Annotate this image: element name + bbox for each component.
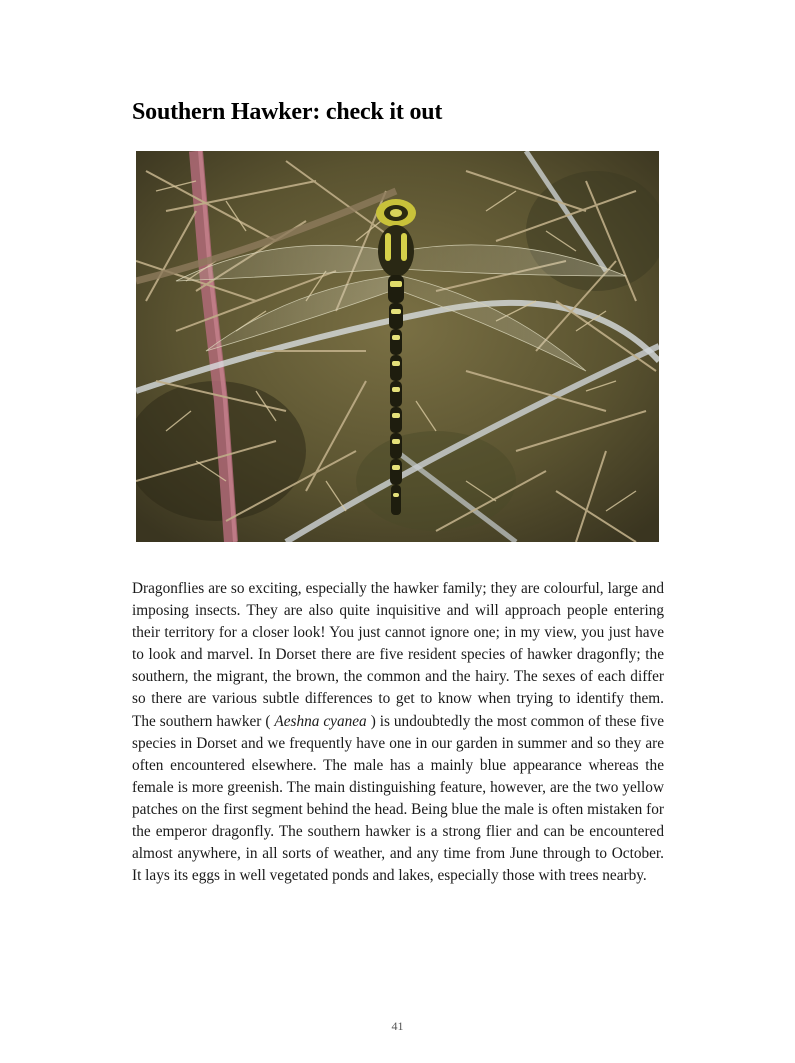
- dragonfly-photo: [136, 151, 659, 542]
- article-text-part-1: Dragonflies are so exciting, especially the hawker family; they are colourful, large and imposing insects. They are also quite inquisitive and will approach people entering their territory for a closer look! You just cannot ignore one; in my view, you just have to look and marvel. In Dorset there are five resident species of hawker dragonfly; the southern, the migrant, the brown, the common and the hairy. The sexes of each differ so there are various subtle differences to get to know when trying to identify them. The southern hawker (: [132, 580, 664, 730]
- species-latin-name: Aeshna cyanea: [274, 712, 367, 730]
- dragonfly-illustration: [136, 151, 659, 542]
- article-paragraph: [132, 578, 664, 887]
- page-title: Southern Hawker: check it out: [132, 99, 443, 125]
- article-text-part-2: ) is undoubtedly the most common of these five species in Dorset and we frequently have one in our garden in summer and so they are often encountered elsewhere. The male has a mainly blue appearance whereas the female is more greenish. The main distinguishing feature, however, are the two yellow patches on the first segment behind the head. Being blue the male is often mistaken for the emperor dragonfly. The southern hawker is a strong flier and can be encountered almost anywhere, in all sorts of weather, and any time from June through to October. It lays its eggs in well vegetated ponds and lakes, especially those with trees nearby.: [132, 712, 665, 885]
- page-number: 41: [391, 1019, 404, 1033]
